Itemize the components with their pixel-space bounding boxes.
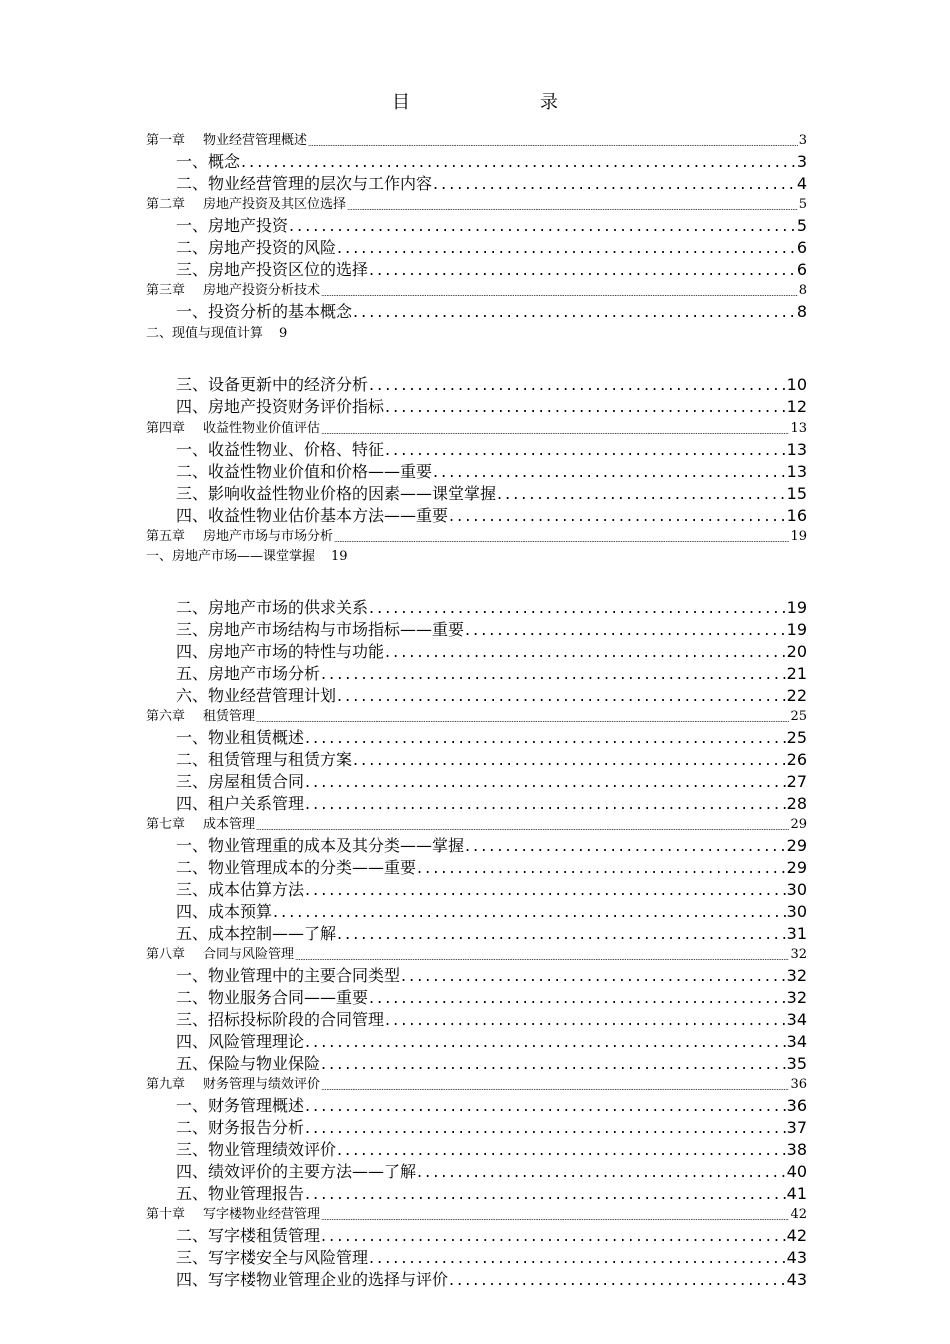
dot-leader — [417, 858, 786, 878]
section-title: 二、财务报告分析 — [176, 1118, 305, 1137]
dot-leader — [337, 686, 786, 706]
dot-leader — [385, 440, 786, 460]
page-number: 20 — [786, 642, 807, 661]
toc-section-entry[interactable] — [176, 964, 807, 986]
dot-leader — [241, 152, 796, 172]
page-number: 25 — [786, 728, 807, 747]
section-title: 四、收益性物业估价基本方法——重要 — [176, 506, 449, 525]
toc-section-entry[interactable] — [176, 214, 807, 236]
toc-section-entry[interactable] — [176, 150, 807, 172]
dot-leader — [497, 484, 786, 504]
toc-chapter-entry[interactable] — [146, 944, 807, 964]
dot-leader — [385, 642, 786, 662]
toc-section-entry[interactable] — [176, 300, 807, 322]
page-number: 36 — [790, 1077, 807, 1092]
dot-leader — [465, 836, 786, 856]
page-number: 25 — [790, 709, 807, 724]
section-title: 四、写字楼物业管理企业的选择与评价 — [176, 1270, 449, 1289]
section-title: 三、招标投标阶段的合同管理 — [176, 1010, 385, 1029]
page-number: 6 — [796, 260, 807, 279]
dot-leader — [347, 202, 798, 214]
dot-leader — [289, 216, 796, 236]
page-number: 42 — [790, 1207, 807, 1222]
page-number: 21 — [786, 664, 807, 683]
section-title: 五、房地产市场分析 — [176, 664, 321, 683]
section-title: 四、房地产投资财务评价指标 — [176, 397, 385, 416]
dot-leader — [337, 1140, 786, 1160]
section-title: 二、物业管理成本的分类——重要 — [176, 858, 417, 877]
page-number: 3 — [798, 133, 807, 148]
toc-chapter-entry[interactable] — [146, 194, 807, 214]
page-number: 5 — [798, 197, 807, 212]
section-title: 二、收益性物业价值和价格——重要 — [176, 462, 433, 481]
dot-leader — [385, 1010, 786, 1030]
dot-leader — [305, 728, 786, 748]
dot-leader — [321, 1226, 786, 1246]
toc-section-entry[interactable] — [176, 726, 807, 748]
dot-leader — [305, 1096, 786, 1116]
toc-section-entry[interactable] — [176, 172, 807, 194]
toc-section-entry[interactable] — [176, 856, 807, 878]
section-title: 四、绩效评价的主要方法——了解 — [176, 1162, 417, 1181]
toc-section-entry[interactable] — [176, 878, 807, 900]
section-title: 六、物业经营管理计划 — [176, 686, 337, 705]
dot-leader — [433, 174, 796, 194]
toc-section-entry[interactable] — [176, 1182, 807, 1204]
section-title: 四、风险管理理论 — [176, 1032, 305, 1051]
section-title: 二、房地产投资的风险 — [176, 238, 337, 257]
page-number: 38 — [786, 1140, 807, 1159]
chapter-number: 第五章 — [146, 529, 186, 544]
section-title: 二、写字楼租赁管理 — [176, 1226, 321, 1245]
toc-chapter-entry[interactable] — [146, 280, 807, 300]
toc-chapter-entry[interactable] — [146, 1074, 807, 1094]
toc-section-entry[interactable] — [176, 640, 807, 662]
page-number: 19 — [790, 529, 807, 544]
dot-leader — [295, 952, 789, 964]
toc-section-entry[interactable] — [176, 596, 807, 618]
page-number: 30 — [786, 902, 807, 921]
section-title: 三、写字楼安全与风险管理 — [176, 1248, 369, 1267]
page-number: 41 — [786, 1184, 807, 1203]
section-title: 一、财务管理概述 — [176, 1096, 305, 1115]
toc-section-entry[interactable] — [176, 1052, 807, 1074]
page-title — [0, 88, 950, 114]
dot-leader — [256, 714, 789, 726]
chapter-title: 收益性物业价值评估 — [203, 421, 321, 436]
page-number: 13 — [786, 462, 807, 481]
toc-chapter-entry[interactable] — [146, 130, 807, 150]
toc-section-entry[interactable] — [176, 504, 807, 526]
toc-section-entry[interactable] — [176, 1094, 807, 1116]
page-number: 6 — [796, 238, 807, 257]
section-title: 一、房地产投资 — [176, 216, 289, 235]
page-number: 31 — [786, 924, 807, 943]
toc-section-entry[interactable] — [176, 1160, 807, 1182]
page-number: 4 — [796, 174, 807, 193]
dot-leader — [321, 426, 789, 438]
section-title: 一、房地产市场——课堂掌握 — [146, 549, 316, 564]
page-number: 43 — [786, 1270, 807, 1289]
title-char-left: 目 — [392, 92, 410, 113]
page-number: 34 — [786, 1010, 807, 1029]
page-number: 19 — [786, 620, 807, 639]
chapter-title: 租赁管理 — [203, 709, 256, 724]
toc-plain-entry[interactable] — [146, 323, 287, 343]
dot-leader — [321, 1054, 786, 1074]
chapter-title: 物业经营管理概述 — [203, 133, 308, 148]
section-title: 四、房地产市场的特性与功能 — [176, 642, 385, 661]
page-number: 35 — [786, 1054, 807, 1073]
toc-chapter-entry[interactable] — [146, 526, 807, 546]
section-title: 一、物业管理中的主要合同类型 — [176, 966, 401, 985]
section-title: 二、房地产市场的供求关系 — [176, 598, 369, 617]
page-number: 22 — [786, 686, 807, 705]
dot-leader — [321, 288, 798, 300]
page-number: 36 — [786, 1096, 807, 1115]
dot-leader — [353, 750, 786, 770]
section-title: 三、房地产市场结构与市场指标——重要 — [176, 620, 465, 639]
page-number: 5 — [796, 216, 807, 235]
page-number: 27 — [786, 772, 807, 791]
section-title: 二、租赁管理与租赁方案 — [176, 750, 353, 769]
toc-section-entry[interactable] — [176, 236, 807, 258]
section-title: 一、概念 — [176, 152, 241, 171]
toc-section-entry[interactable] — [176, 373, 807, 395]
page-number: 10 — [786, 375, 807, 394]
section-title: 五、保险与物业保险 — [176, 1054, 321, 1073]
dot-leader — [369, 260, 796, 280]
dot-leader — [256, 822, 789, 834]
chapter-number: 第八章 — [146, 947, 186, 962]
dot-leader — [449, 506, 786, 526]
toc-section-entry[interactable] — [176, 395, 807, 417]
toc-section-entry[interactable] — [176, 900, 807, 922]
page-number: 13 — [790, 421, 807, 436]
toc-section-entry[interactable] — [176, 1246, 807, 1268]
page-number: 42 — [786, 1226, 807, 1245]
page-number: 32 — [790, 947, 807, 962]
dot-leader — [305, 1118, 786, 1138]
page-number: 30 — [786, 880, 807, 899]
dot-leader — [305, 1032, 786, 1052]
toc-section-entry[interactable] — [176, 258, 807, 280]
dot-leader — [321, 1212, 789, 1224]
page-number: 16 — [786, 506, 807, 525]
section-title: 三、物业管理绩效评价 — [176, 1140, 337, 1159]
chapter-title: 合同与风险管理 — [203, 947, 295, 962]
section-title: 二、现值与现值计算 — [146, 326, 264, 341]
chapter-title: 财务管理与绩效评价 — [203, 1077, 321, 1092]
section-title: 四、成本预算 — [176, 902, 273, 921]
section-title: 三、设备更新中的经济分析 — [176, 375, 369, 394]
chapter-number: 第六章 — [146, 709, 186, 724]
dot-leader — [334, 534, 789, 546]
toc-section-entry[interactable] — [176, 770, 807, 792]
chapter-title: 房地产投资及其区位选择 — [203, 197, 347, 212]
toc-chapter-entry[interactable] — [146, 706, 807, 726]
toc-section-entry[interactable] — [176, 834, 807, 856]
page-number: 34 — [786, 1032, 807, 1051]
page-number: 29 — [786, 836, 807, 855]
section-title: 三、房地产投资区位的选择 — [176, 260, 369, 279]
chapter-title: 房地产投资分析技术 — [203, 283, 321, 298]
chapter-number: 第四章 — [146, 421, 186, 436]
chapter-title: 写字楼物业经营管理 — [203, 1207, 321, 1222]
dot-leader — [385, 397, 786, 417]
page-number: 32 — [786, 988, 807, 1007]
section-title: 一、收益性物业、价格、特征 — [176, 440, 385, 459]
chapter-number: 第一章 — [146, 133, 186, 148]
page-number: 29 — [790, 817, 807, 832]
section-title: 二、物业经营管理的层次与工作内容 — [176, 174, 433, 193]
chapter-number: 第三章 — [146, 283, 186, 298]
dot-leader — [369, 598, 786, 618]
page-number: 12 — [786, 397, 807, 416]
page-number: 19 — [331, 549, 348, 564]
page-number: 26 — [786, 750, 807, 769]
toc-chapter-entry[interactable] — [146, 1204, 807, 1224]
toc-section-entry[interactable] — [176, 1268, 807, 1290]
page-number: 9 — [279, 326, 288, 341]
dot-leader — [273, 902, 786, 922]
toc-plain-entry[interactable] — [146, 546, 348, 566]
title-char-right: 录 — [540, 92, 558, 113]
dot-leader — [353, 302, 796, 322]
chapter-number: 第十章 — [146, 1207, 186, 1222]
toc-section-entry[interactable] — [176, 1116, 807, 1138]
dot-leader — [369, 1248, 786, 1268]
toc-section-entry[interactable] — [176, 1138, 807, 1160]
dot-leader — [449, 1270, 786, 1290]
page-number: 43 — [786, 1248, 807, 1267]
dot-leader — [308, 138, 798, 150]
toc-section-entry[interactable] — [176, 460, 807, 482]
dot-leader — [305, 880, 786, 900]
toc-section-entry[interactable] — [176, 1030, 807, 1052]
chapter-number: 第七章 — [146, 817, 186, 832]
toc-section-entry[interactable] — [176, 986, 807, 1008]
chapter-title: 成本管理 — [203, 817, 256, 832]
dot-leader — [433, 462, 786, 482]
section-title: 三、房屋租赁合同 — [176, 772, 305, 791]
toc-section-entry[interactable] — [176, 1008, 807, 1030]
toc-section-entry[interactable] — [176, 618, 807, 640]
toc-section-entry[interactable] — [176, 684, 807, 706]
dot-leader — [369, 375, 786, 395]
chapter-title: 房地产市场与市场分析 — [203, 529, 334, 544]
toc-section-entry[interactable] — [176, 792, 807, 814]
toc-section-entry[interactable] — [176, 748, 807, 770]
dot-leader — [305, 1184, 786, 1204]
section-title: 三、成本估算方法 — [176, 880, 305, 899]
section-title: 五、成本控制——了解 — [176, 924, 337, 943]
section-title: 一、物业管理重的成本及其分类——掌握 — [176, 836, 465, 855]
toc-section-entry[interactable] — [176, 1224, 807, 1246]
page-number: 40 — [786, 1162, 807, 1181]
page-number: 29 — [786, 858, 807, 877]
chapter-number: 第二章 — [146, 197, 186, 212]
toc-section-entry[interactable] — [176, 482, 807, 504]
toc-section-entry[interactable] — [176, 922, 807, 944]
page-number: 8 — [798, 283, 807, 298]
section-title: 五、物业管理报告 — [176, 1184, 305, 1203]
toc-section-entry[interactable] — [176, 662, 807, 684]
section-title: 四、租户关系管理 — [176, 794, 305, 813]
toc-chapter-entry[interactable] — [146, 814, 807, 834]
dot-leader — [305, 772, 786, 792]
page-number: 8 — [796, 302, 807, 321]
section-title: 二、物业服务合同——重要 — [176, 988, 369, 1007]
page-number: 13 — [786, 440, 807, 459]
dot-leader — [305, 794, 786, 814]
dot-leader — [337, 238, 796, 258]
section-title: 一、投资分析的基本概念 — [176, 302, 353, 321]
page-number: 15 — [786, 484, 807, 503]
page-number: 32 — [786, 966, 807, 985]
dot-leader — [337, 924, 786, 944]
page-number: 28 — [786, 794, 807, 813]
dot-leader — [417, 1162, 786, 1182]
section-title: 一、物业租赁概述 — [176, 728, 305, 747]
chapter-number: 第九章 — [146, 1077, 186, 1092]
toc-section-entry[interactable] — [176, 438, 807, 460]
page-number: 3 — [796, 152, 807, 171]
dot-leader — [321, 1082, 789, 1094]
page-number: 19 — [786, 598, 807, 617]
page-number: 37 — [786, 1118, 807, 1137]
dot-leader — [321, 664, 786, 684]
dot-leader — [465, 620, 786, 640]
dot-leader — [369, 988, 786, 1008]
section-title: 三、影响收益性物业价格的因素——课堂掌握 — [176, 484, 497, 503]
dot-leader — [401, 966, 786, 986]
toc-chapter-entry[interactable] — [146, 418, 807, 438]
